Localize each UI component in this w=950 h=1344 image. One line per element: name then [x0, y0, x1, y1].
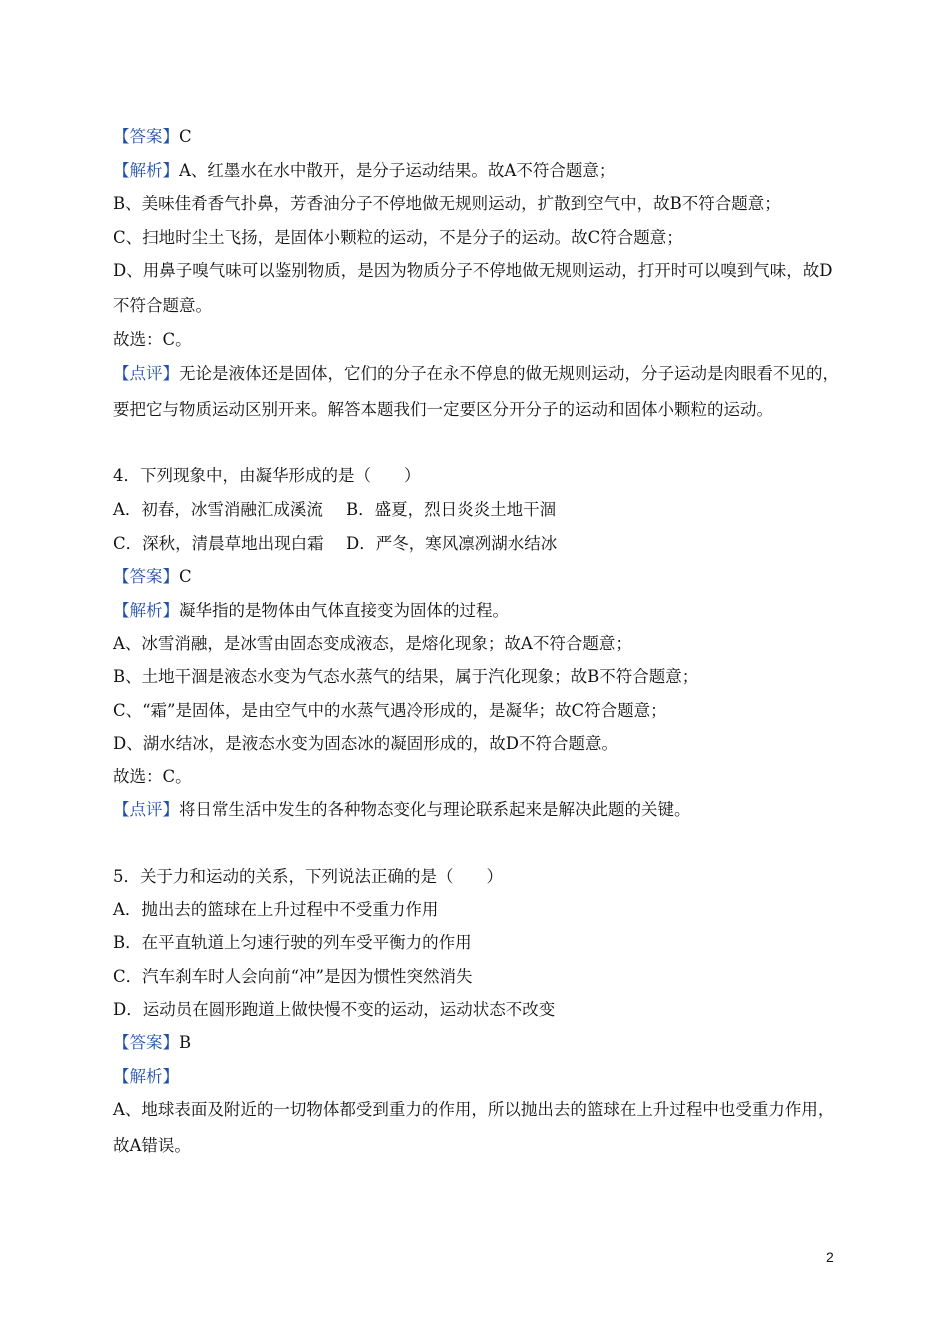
q4-comment: 【点评】将日常生活中发生的各种物态变化与理论联系起来是解决此题的关键。 — [113, 800, 691, 819]
answer-tag: 【答案】 — [113, 1033, 179, 1052]
q3-comment-2: 要把它与物质运动区别开来。解答本题我们一定要区分开分子的运动和固体小颗粒的运动。 — [113, 400, 773, 419]
answer-tag: 【答案】 — [113, 127, 179, 146]
q5-analysis-a2: 故A错误。 — [113, 1136, 191, 1155]
q3-comment-1: 【点评】无论是液体还是固体，它们的分子在永不停息的做无规则运动，分子运动是肉眼看不见的， — [113, 364, 839, 383]
q4-choice: 故选：C。 — [113, 767, 192, 786]
q5-analysis-a1: A、地球表面及附近的一切物体都受到重力的作用，所以抛出去的篮球在上升过程中也受重力作用， — [113, 1100, 835, 1119]
analysis-tag: 【解析】 — [113, 161, 179, 180]
q4-analysis-d: D、湖水结冰，是液态水变为固态冰的凝固形成的，故D不符合题意。 — [113, 734, 618, 753]
q4-analysis: 【解析】凝华指的是物体由气体直接变为固体的过程。 — [113, 601, 509, 620]
analysis-tag: 【解析】 — [113, 1067, 179, 1086]
answer-tag: 【答案】 — [113, 567, 179, 586]
q3-analysis-d1: D、用鼻子嗅气味可以鉴别物质，是因为物质分子不停地做无规则运动，打开时可以嗅到气味，故D — [113, 261, 833, 280]
q5-analysis-heading — [113, 1065, 179, 1089]
analysis-tag: 【解析】 — [113, 601, 179, 620]
q3-answer: 【答案】C — [113, 127, 192, 146]
q4-option-d: D．严冬，寒风凛冽湖水结冰 — [346, 534, 558, 553]
q4-options-ab — [113, 498, 556, 522]
q5-stem: 5．关于力和运动的关系，下列说法正确的是（ ） — [113, 867, 503, 886]
comment-tag: 【点评】 — [113, 364, 179, 383]
q3-analysis-a: 【解析】A、红墨水在水中散开，是分子运动结果。故A不符合题意； — [113, 161, 616, 180]
q4-option-a: A．初春，冰雪消融汇成溪流 — [113, 500, 323, 519]
q3-analysis-b: B、美味佳肴香气扑鼻，芳香油分子不停地做无规则运动，扩散到空气中，故B不符合题意； — [113, 194, 781, 213]
q4-option-b: B．盛夏，烈日炎炎土地干涸 — [346, 500, 557, 519]
q4-stem: 4．下列现象中，由凝华形成的是（ ） — [113, 466, 421, 485]
page-number: 2 — [826, 1249, 834, 1265]
q3-choice: 故选：C。 — [113, 330, 192, 349]
q4-analysis-c: C、“霜”是固体，是由空气中的水蒸气遇冷形成的，是凝华；故C符合题意； — [113, 701, 667, 720]
q4-option-c: C．深秋，清晨草地出现白霜 — [113, 534, 324, 553]
q4-analysis-a: A、冰雪消融，是冰雪由固态变成液态，是熔化现象；故A不符合题意； — [113, 634, 632, 653]
q5-option-a: A．抛出去的篮球在上升过程中不受重力作用 — [113, 900, 439, 919]
q4-options-cd — [113, 532, 557, 556]
comment-tag: 【点评】 — [113, 800, 179, 819]
q5-option-b: B．在平直轨道上匀速行驶的列车受平衡力的作用 — [113, 933, 472, 952]
q3-analysis-d2: 不符合题意。 — [113, 296, 212, 315]
q3-analysis-c: C、扫地时尘土飞扬，是固体小颗粒的运动，不是分子的运动。故C符合题意； — [113, 228, 683, 247]
q4-answer: 【答案】C — [113, 567, 192, 586]
q5-option-c: C．汽车刹车时人会向前“冲”是因为惯性突然消失 — [113, 967, 473, 986]
q5-option-d: D．运动员在圆形跑道上做快慢不变的运动，运动状态不改变 — [113, 1000, 556, 1019]
q4-analysis-b: B、土地干涸是液态水变为气态水蒸气的结果，属于汽化现象；故B不符合题意； — [113, 667, 699, 686]
q5-answer: 【答案】B — [113, 1033, 192, 1052]
